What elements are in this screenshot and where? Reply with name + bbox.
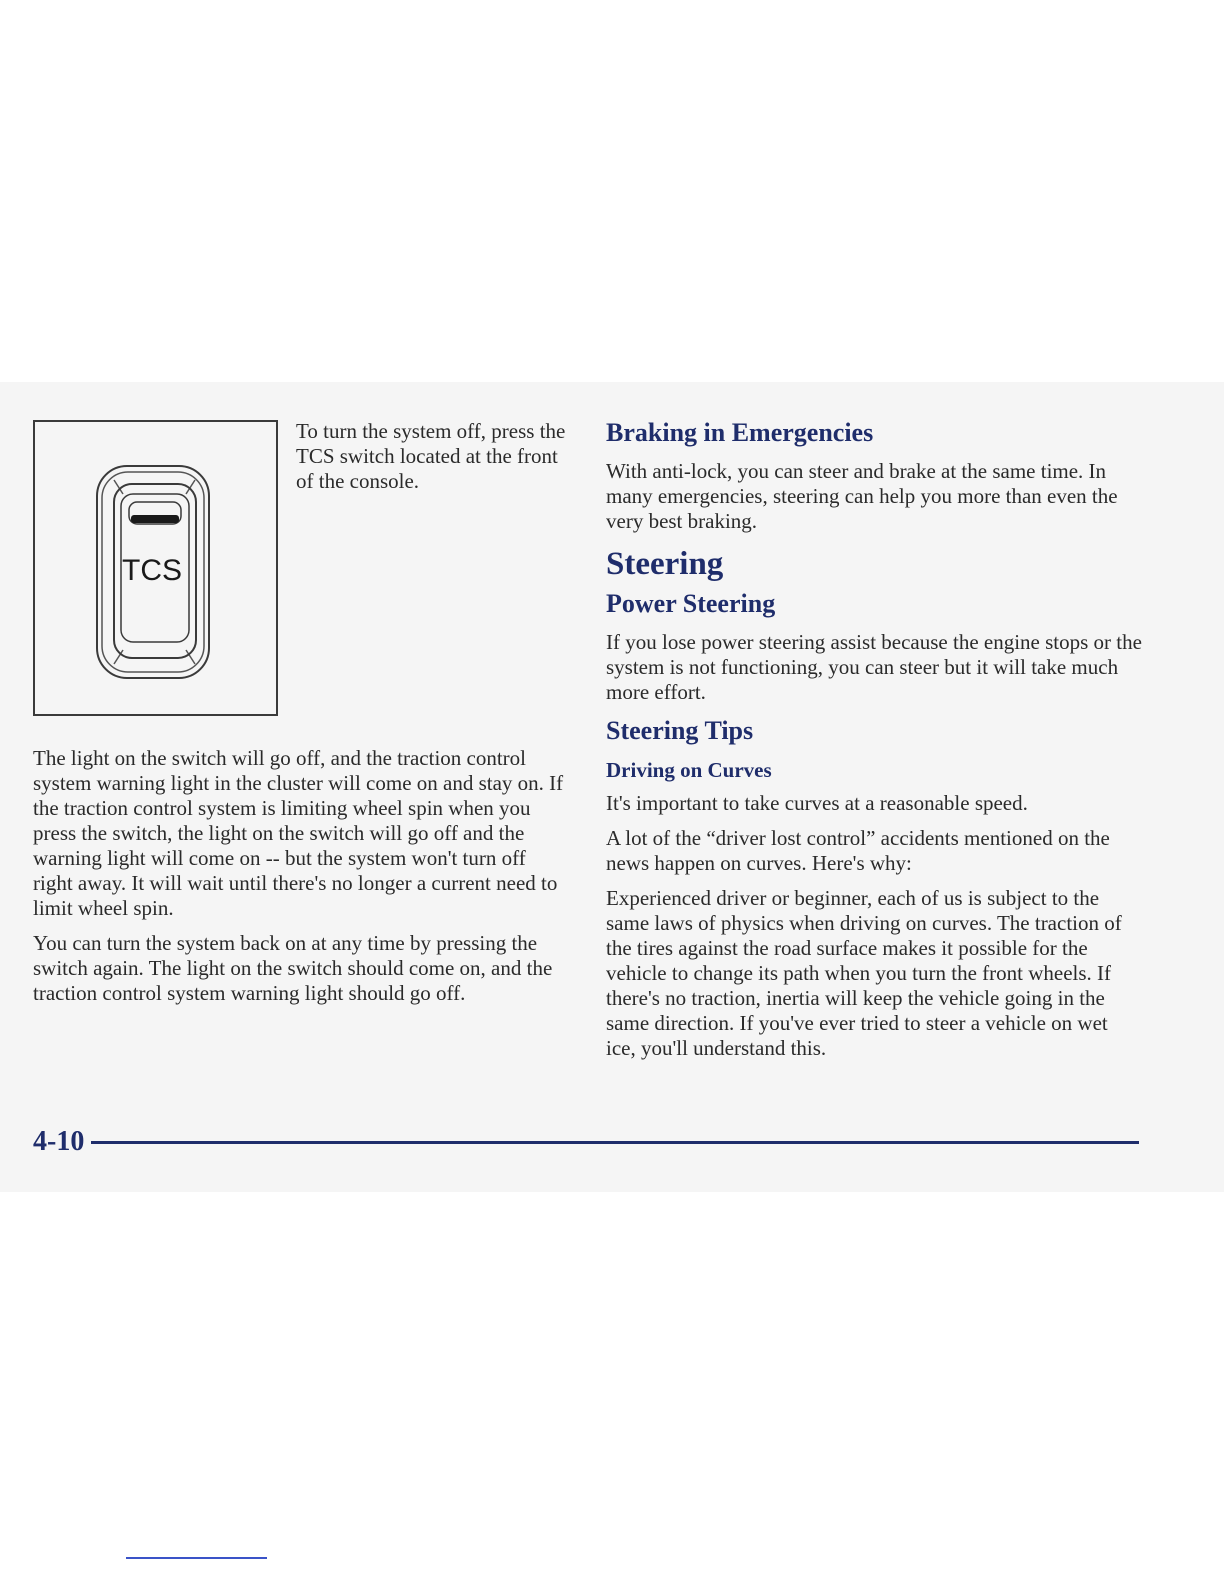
heading-steering-tips: Steering Tips: [606, 716, 754, 745]
heading-driving-on-curves: Driving on Curves: [606, 758, 772, 782]
left-column: [33, 746, 565, 1016]
paragraph-curves-speed: It's important to take curves at a reasonable speed.: [606, 791, 1028, 815]
paragraph-curves-physics: Experienced driver or beginner, each of us is subject to the same laws of physics when driving on curves. The traction of the tires against the road surface makes it possible for the vehicle to change its path when you turn the front wheels. If there's no traction, inertia will keep the vehicle going in the same direction. If you've ever tried to steer a vehicle on wet ice, you'll understand this.: [606, 886, 1122, 1060]
heading-steering: Steering: [606, 546, 724, 582]
right-column: [606, 417, 1142, 1071]
page-number: 4-10: [33, 1126, 85, 1157]
bottom-underline-mark: [126, 1557, 267, 1559]
paragraph-turn-on: You can turn the system back on at any time by pressing the switch again. The light on the switch should come on, and the traction control system warning light should go off.: [33, 931, 553, 1005]
tcs-switch-icon: [35, 422, 276, 714]
paragraph-curves-accidents: A lot of the “driver lost control” accidents mentioned on the news happen on curves. Here's why:: [606, 826, 1110, 875]
paragraph-braking: With anti-lock, you can steer and brake at the same time. In many emergencies, steering can help you more than even the very best braking.: [606, 459, 1118, 533]
heading-braking-in-emergencies: Braking in Emergencies: [606, 418, 874, 447]
tcs-switch-label: TCS: [122, 554, 182, 587]
page-footer: [33, 1124, 1139, 1160]
heading-power-steering: Power Steering: [606, 589, 776, 618]
paragraph-power-steering: If you lose power steering assist because the engine stops or the system is not functioning, you can steer but it will take much more effort.: [606, 630, 1142, 704]
tcs-switch-figure: [33, 420, 278, 716]
paragraph-light-off: The light on the switch will go off, and the traction control system warning light in the cluster will come on and stay on. If the traction control system is limiting wheel spin when you press the switch, the light on the switch will go off and the warning light will come on -- but the system won't turn off right away. It will wait until there's no longer a current need to limit wheel spin.: [33, 746, 564, 920]
footer-rule: [91, 1141, 1139, 1144]
intro-paragraph: To turn the system off, press the TCS switch located at the front of the console.: [296, 419, 566, 493]
